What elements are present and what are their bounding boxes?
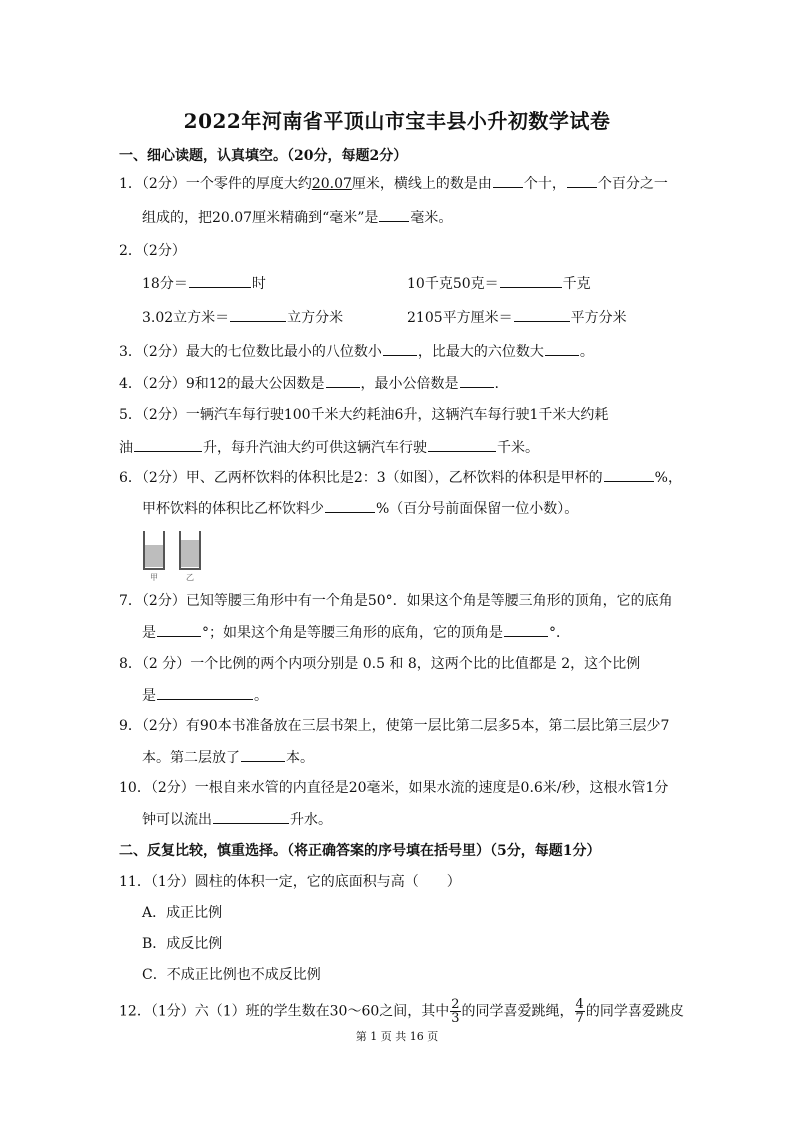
- q12-fraction-2-denominator: 7: [575, 1011, 584, 1026]
- q5-blank-1[interactable]: [134, 437, 202, 452]
- cup-yi-label: 乙: [186, 573, 194, 582]
- q3-blank-1[interactable]: [383, 341, 417, 356]
- q7-text-b: 是: [142, 625, 156, 641]
- q2-item-2: [407, 273, 591, 294]
- question-8-line-2: [142, 685, 702, 706]
- q4-text-c: .: [494, 376, 499, 392]
- question-9-line-2: [142, 747, 702, 768]
- question-7-line-1: 7．（2分）已知等腰三角形中有一个角是50°．如果这个角是等腰三角形的顶角，它的底角: [119, 593, 673, 609]
- question-2-head: 2．（2分）: [119, 243, 186, 259]
- question-12-line-1: [119, 997, 684, 1026]
- q3-blank-2[interactable]: [545, 341, 579, 356]
- q3-text-c: 。: [579, 344, 594, 360]
- q8-blank-1[interactable]: [157, 685, 253, 700]
- page-footer: 第 1 页 共 16 页: [355, 1030, 439, 1043]
- q11-option-a[interactable]: A．成正比例: [142, 905, 223, 921]
- q7-blank-1[interactable]: [157, 622, 201, 637]
- question-6-line-1: [119, 467, 682, 488]
- q1-text-a: 1．（2分）一个零件的厚度大约: [119, 176, 312, 192]
- q2-item-2-unit: 千克: [562, 276, 591, 292]
- question-3: [119, 341, 679, 362]
- question-5-line-1: 5．（2分）一辆汽车每行驶100千米大约耗油6升，这辆汽车每行驶1千米大约耗: [119, 407, 609, 423]
- q5-blank-2[interactable]: [428, 437, 496, 452]
- q10-text-b: 钟可以流出: [142, 812, 212, 828]
- q8-text-c: 。: [254, 688, 268, 704]
- q6-blank-1[interactable]: [604, 467, 654, 482]
- q12-fraction-2: [575, 998, 585, 1025]
- q7-blank-2[interactable]: [504, 622, 548, 637]
- q9-blank-1[interactable]: [241, 747, 285, 762]
- q2-item-4-unit: 平方分米: [570, 310, 627, 326]
- q9-text-b: 本。第二层放了: [142, 750, 240, 766]
- q4-text-b: ，最小公倍数是: [360, 376, 459, 392]
- q1-text-e: 组成的，把20.07厘米精确到“毫米”是: [142, 210, 379, 226]
- q3-text-b: ，比最大的六位数大: [417, 344, 544, 360]
- q4-blank-2[interactable]: [460, 373, 494, 388]
- q12-text-b: 的同学喜爱跳绳，: [461, 1003, 574, 1020]
- q1-text-f: 毫米。: [410, 210, 453, 226]
- cup-yi: [180, 531, 200, 582]
- cup-jia: [144, 531, 164, 582]
- section-2-heading: 二、反复比较，慎重选择。（将正确答案的序号填在括号里）（5分，每题1分）: [119, 843, 601, 859]
- q11-option-b[interactable]: B．成反比例: [142, 936, 223, 952]
- q6-blank-2[interactable]: [325, 498, 375, 513]
- question-1-line-2: [142, 207, 702, 228]
- q10-text-c: 升水。: [290, 812, 332, 828]
- q1-text-b: 厘米，横线上的数是由: [351, 176, 492, 192]
- q12-text-a: 12．（1分）六（1）班的学生数在30～60之间，其中: [119, 1003, 450, 1020]
- cup-jia-liquid: [145, 545, 163, 567]
- q1-underlined-value: 20.07: [311, 176, 352, 192]
- q2-blank-2[interactable]: [500, 273, 562, 288]
- q6-text-b: %，: [654, 470, 682, 486]
- q7-text-d: °．: [549, 625, 570, 641]
- q2-blank-4[interactable]: [514, 307, 570, 322]
- q6-text-a: 6．（2分）甲、乙两杯饮料的体积比是2：3（如图），乙杯饮料的体积是甲杯的: [119, 470, 603, 486]
- q6-cups-figure: [141, 527, 211, 583]
- q4-blank-1[interactable]: [326, 373, 360, 388]
- question-9-line-1: 9．（2分）有90本书准备放在三层书架上，使第一层比第二层多5本，第二层比第三层少7: [119, 718, 670, 734]
- question-7-line-2: [142, 622, 702, 643]
- q10-blank-1[interactable]: [213, 809, 289, 824]
- q5-text-b: 油: [119, 440, 133, 456]
- cup-jia-label: 甲: [150, 573, 158, 582]
- question-6-line-2: [142, 498, 702, 519]
- q1-blank-2[interactable]: [567, 173, 597, 188]
- q6-text-c: 甲杯饮料的体积比乙杯饮料少: [142, 501, 324, 517]
- question-10-line-1: 10．（2分）一根自来水管的内直径是20毫米，如果水流的速度是0.6米/秒，这根水管1分: [119, 780, 669, 796]
- q2-item-1: [142, 273, 266, 294]
- q1-blank-1[interactable]: [493, 173, 523, 188]
- q2-item-1-text: 18分＝: [142, 276, 188, 292]
- q1-blank-3[interactable]: [379, 207, 409, 222]
- q12-fraction-1: [450, 998, 460, 1025]
- section-1-heading: 一、细心读题，认真填空。（20分，每题2分）: [119, 148, 408, 164]
- q2-item-3: [142, 307, 343, 328]
- q4-text-a: 4．（2分）9和12的最大公因数是: [119, 376, 325, 392]
- q11-option-c[interactable]: C．不成正比例也不成反比例: [142, 967, 321, 983]
- q7-text-c: °；如果这个角是等腰三角形的底角，它的顶角是: [202, 625, 503, 641]
- q12-fraction-1-numerator: 2: [451, 997, 460, 1012]
- q5-text-d: 千米。: [497, 440, 539, 456]
- question-8-line-1: 8．（2 分）一个比例的两个内项分别是 0.5 和 8，这两个比的比值都是 2，这个比例: [119, 656, 641, 672]
- q12-text-c: 的同学喜爱跳皮: [585, 1003, 684, 1020]
- q8-text-b: 是: [142, 688, 156, 704]
- q2-item-4: [407, 307, 627, 328]
- cup-yi-liquid: [181, 540, 199, 567]
- q1-text-c: 个十，: [523, 176, 566, 192]
- q3-text-a: 3．（2分）最大的七位数比最小的八位数小: [119, 344, 382, 360]
- question-4: [119, 373, 679, 394]
- question-1-line-1: [119, 173, 679, 194]
- q2-item-2-text: 10千克50克＝: [407, 276, 499, 292]
- q9-text-c: 本。: [286, 750, 314, 766]
- question-10-line-2: [142, 809, 702, 830]
- q6-text-d: %（百分号前面保留一位小数）。: [376, 501, 579, 517]
- q2-blank-3[interactable]: [230, 307, 286, 322]
- q2-item-3-unit: 立方分米: [287, 310, 344, 326]
- question-5-line-2: [119, 437, 679, 458]
- exam-title: 2022年河南省平顶山市宝丰县小升初数学试卷: [183, 109, 611, 133]
- q2-blank-1[interactable]: [189, 273, 251, 288]
- q2-item-4-text: 2105平方厘米＝: [407, 310, 513, 326]
- q1-text-d: 个百分之一: [597, 176, 668, 192]
- q12-fraction-2-numerator: 4: [575, 997, 584, 1012]
- q2-item-1-unit: 时: [251, 276, 266, 292]
- q12-fraction-1-denominator: 3: [451, 1011, 460, 1026]
- q5-text-c: 升，每升汽油大约可供这辆汽车行驶: [203, 440, 427, 456]
- question-11-stem: 11．（1分）圆柱的体积一定，它的底面积与高（ ）: [119, 874, 461, 890]
- q2-item-3-text: 3.02立方米＝: [142, 310, 230, 326]
